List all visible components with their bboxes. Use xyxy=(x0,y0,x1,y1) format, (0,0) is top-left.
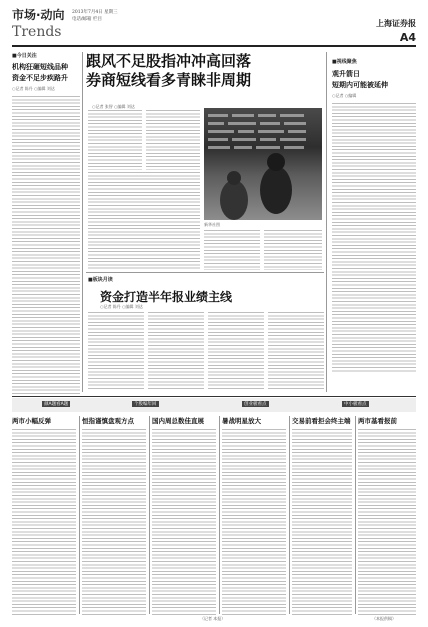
bottom-col-3 xyxy=(152,416,216,614)
header-rule xyxy=(12,44,416,48)
bottom-col-title: 国内周总数佳直展 xyxy=(152,417,204,425)
page-number: A4 xyxy=(399,31,416,44)
banner-label-4: 中小板看点 xyxy=(344,402,367,407)
newspaper-name: 上海证券报 xyxy=(376,18,416,28)
banner-label-1: 颜A题看A题 xyxy=(44,402,69,407)
photo-caption: 新华社图 xyxy=(204,222,220,227)
footer-note-right: （本报供稿） xyxy=(372,616,396,621)
left-article-headline-1: 机构狂砸短线品种 xyxy=(12,63,68,71)
right-article-tag: ■视线聚焦 xyxy=(332,59,357,65)
bottom-col-body xyxy=(152,429,216,615)
footer-note-left: （记者 本报） xyxy=(200,616,226,621)
left-article-body xyxy=(12,96,80,396)
divider xyxy=(355,416,356,614)
middle-body-col-3 xyxy=(208,312,264,390)
bottom-col-title: 暑战明星放大 xyxy=(222,417,261,425)
right-article xyxy=(332,50,416,392)
left-article-tag: ■今日关注 xyxy=(12,53,37,59)
bottom-col-title: 两市基看报前 xyxy=(358,417,397,425)
left-article xyxy=(12,50,80,392)
middle-article-headline: 资金打造半年报业绩主线 xyxy=(100,290,233,304)
banner-label-3: 创业板看点 xyxy=(244,402,267,407)
middle-article-byline: ○记者 陈丹 ○编辑 刘达 xyxy=(100,304,143,309)
issue-meta: 电话/邮箱 栏目 xyxy=(72,17,102,22)
divider xyxy=(326,52,327,392)
section-subtitle-trends: Trends xyxy=(12,24,62,40)
bottom-col-title: 两市小幅反弹 xyxy=(12,417,51,425)
bottom-banner xyxy=(12,398,416,412)
divider xyxy=(79,416,80,614)
bottom-col-title: 交易前看拒会终主端 xyxy=(292,417,351,425)
main-headline-1: 跟风不足股指冲冲高回落 xyxy=(86,52,252,70)
right-article-headline-1: 观升箭日 xyxy=(332,70,360,78)
middle-body-col-2 xyxy=(148,312,204,390)
divider xyxy=(82,52,83,392)
bottom-col-1 xyxy=(12,416,76,614)
middle-article-tag: ■板块月读 xyxy=(88,277,113,283)
bottom-col-6 xyxy=(358,416,416,614)
bottom-col-body xyxy=(222,429,286,615)
stock-board-photo xyxy=(204,108,322,220)
main-headline-2: 券商短线看多青睐非周期 xyxy=(86,71,252,89)
main-body-col-5 xyxy=(264,230,322,270)
divider xyxy=(149,416,150,614)
main-byline: ○记者 张智 ○编辑 刘达 xyxy=(92,104,135,109)
masthead xyxy=(12,4,416,50)
bottom-col-4 xyxy=(222,416,286,614)
main-body-col-4 xyxy=(204,230,260,270)
middle-body-col-4 xyxy=(268,312,324,390)
divider xyxy=(12,396,416,397)
bottom-col-title: 恒指谨慎盘观方点 xyxy=(82,417,134,425)
bottom-col-body xyxy=(358,429,416,615)
left-article-headline-2: 资金不足步疾路升 xyxy=(12,74,68,82)
bottom-col-body xyxy=(12,429,76,615)
left-article-byline: ○记者 陈丹 ○编辑 刘达 xyxy=(12,86,55,91)
issue-date: 2013年7月4日 星期三 xyxy=(72,10,118,15)
banner-label-2: 个股编年回 xyxy=(134,402,157,407)
photo-graphic xyxy=(204,108,322,220)
main-body-col-3 xyxy=(88,172,200,270)
bottom-col-2 xyxy=(82,416,146,614)
divider xyxy=(86,272,324,273)
right-article-body xyxy=(332,103,416,373)
bottom-col-5 xyxy=(292,416,352,614)
main-body-col-1 xyxy=(88,110,142,170)
right-article-byline: ○记者 ○编辑 xyxy=(332,93,357,98)
right-article-headline-2: 短期内可能被延伸 xyxy=(332,81,388,89)
main-body-col-2 xyxy=(146,110,200,170)
section-title: 市场·动向 xyxy=(12,8,65,22)
divider xyxy=(289,416,290,614)
bottom-col-body xyxy=(82,429,146,615)
bottom-col-body xyxy=(292,429,352,615)
middle-body-col-1 xyxy=(88,312,144,390)
divider xyxy=(219,416,220,614)
main-headline-block xyxy=(86,52,326,102)
